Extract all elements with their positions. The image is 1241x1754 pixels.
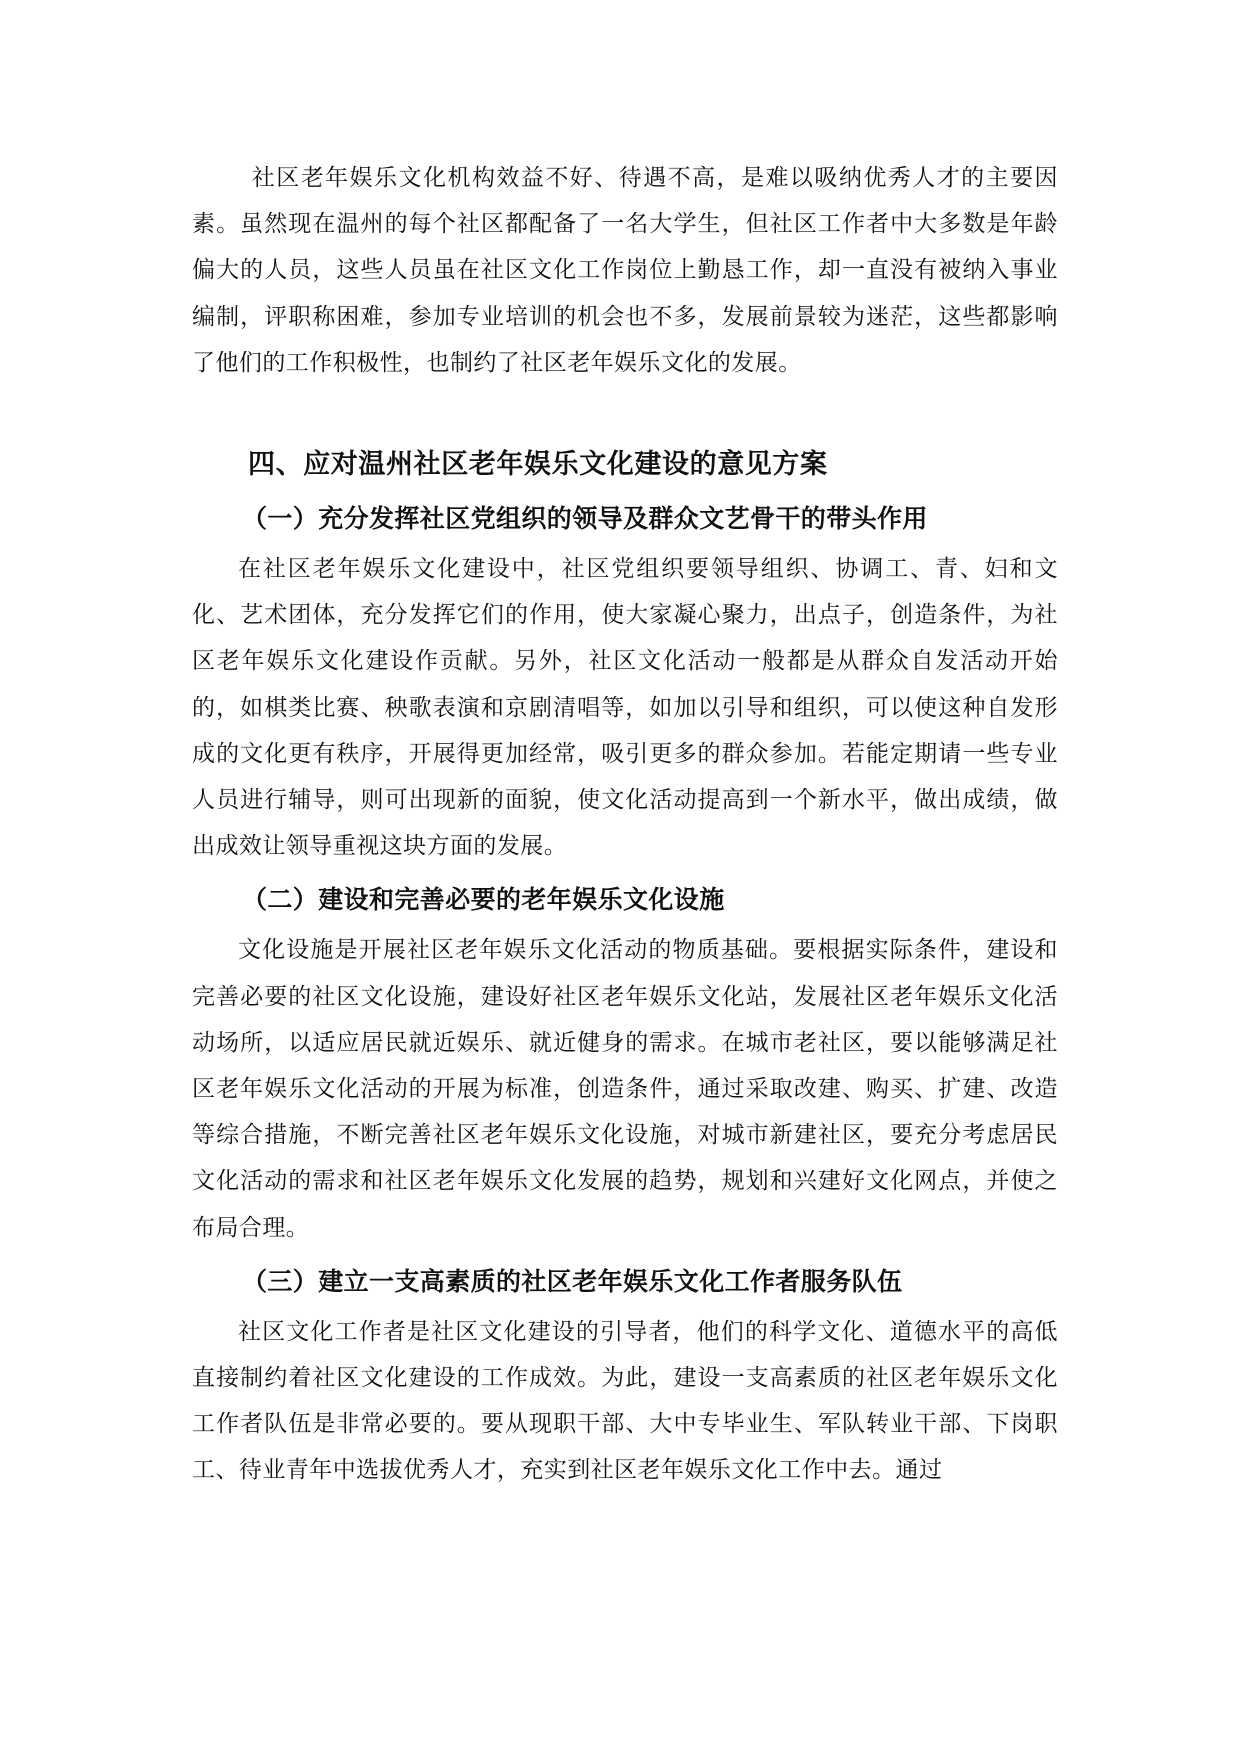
document-body: [192, 155, 1058, 1494]
subsection-title-1: （一）充分发挥社区党组织的领导及群众文艺骨干的带头作用: [242, 504, 928, 534]
subsection-paragraph-2: 文化设施是开展社区老年娱乐文化活动的物质基础。要根据实际条件，建设和完善必要的社区文化设施，建设好社区老年娱乐文化站，发展社区老年娱乐文化活动场所，以适应居民就近娱乐、就近健身的需求。在城市老社区，要以能够满足社区老年娱乐文化活动的开展为标准，创造条件，通过采取改建、购买、扩建、改造等综合措施，不断完善社区老年娱乐文化设施，对城市新建社区，要充分考虑居民文化活动的需求和社区老年娱乐文化发展的趋势，规划和兴建好文化网点，并使之布局合理。: [192, 937, 1058, 1241]
subsection-paragraph-3: 社区文化工作者是社区文化建设的引导者，他们的科学文化、道德水平的高低直接制约着社区文化建设的工作成效。为此，建设一支高素质的社区老年娱乐文化工作者队伍是非常必要的。要从现职干部、大中专毕业生、军队转业干部、下岗职工、待业青年中选拔优秀人才，充实到社区老年娱乐文化工作中去。通过: [192, 1318, 1058, 1484]
intro-paragraph: 社区老年娱乐文化机构效益不好、待遇不高，是难以吸纳优秀人才的主要因素。虽然现在温州的每个社区都配备了一名大学生，但社区工作者中大多数是年龄偏大的人员，这些人员虽在社区文化工作岗位上勤恳工作，却一直没有被纳入事业编制，评职称困难，参加专业培训的机会也不多，发展前景较为迷茫，这些都影响了他们的工作积极性，也制约了社区老年娱乐文化的发展。: [192, 165, 1058, 376]
subsection-title-3: （三）建立一支高素质的社区老年娱乐文化工作者服务队伍: [242, 1266, 903, 1296]
subsection-title-2: （二）建设和完善必要的老年娱乐文化设施: [242, 885, 725, 915]
section-title: 四、应对温州社区老年娱乐文化建设的意见方案: [248, 449, 828, 481]
subsection-paragraph-1: 在社区老年娱乐文化建设中，社区党组织要领导组织、协调工、青、妇和文化、艺术团体，充分发挥它们的作用，使大家凝心聚力，出点子，创造条件，为社区老年娱乐文化建设作贡献。另外，社区文化活动一般都是从群众自发活动开始的，如棋类比赛、秧歌表演和京剧清唱等，如加以引导和组织，可以使这种自发形成的文化更有秩序，开展得更加经常，吸引更多的群众参加。若能定期请一些专业人员进行辅导，则可出现新的面貌，使文化活动提高到一个新水平，做出成绩，做出成效让领导重视这块方面的发展。: [192, 556, 1058, 860]
